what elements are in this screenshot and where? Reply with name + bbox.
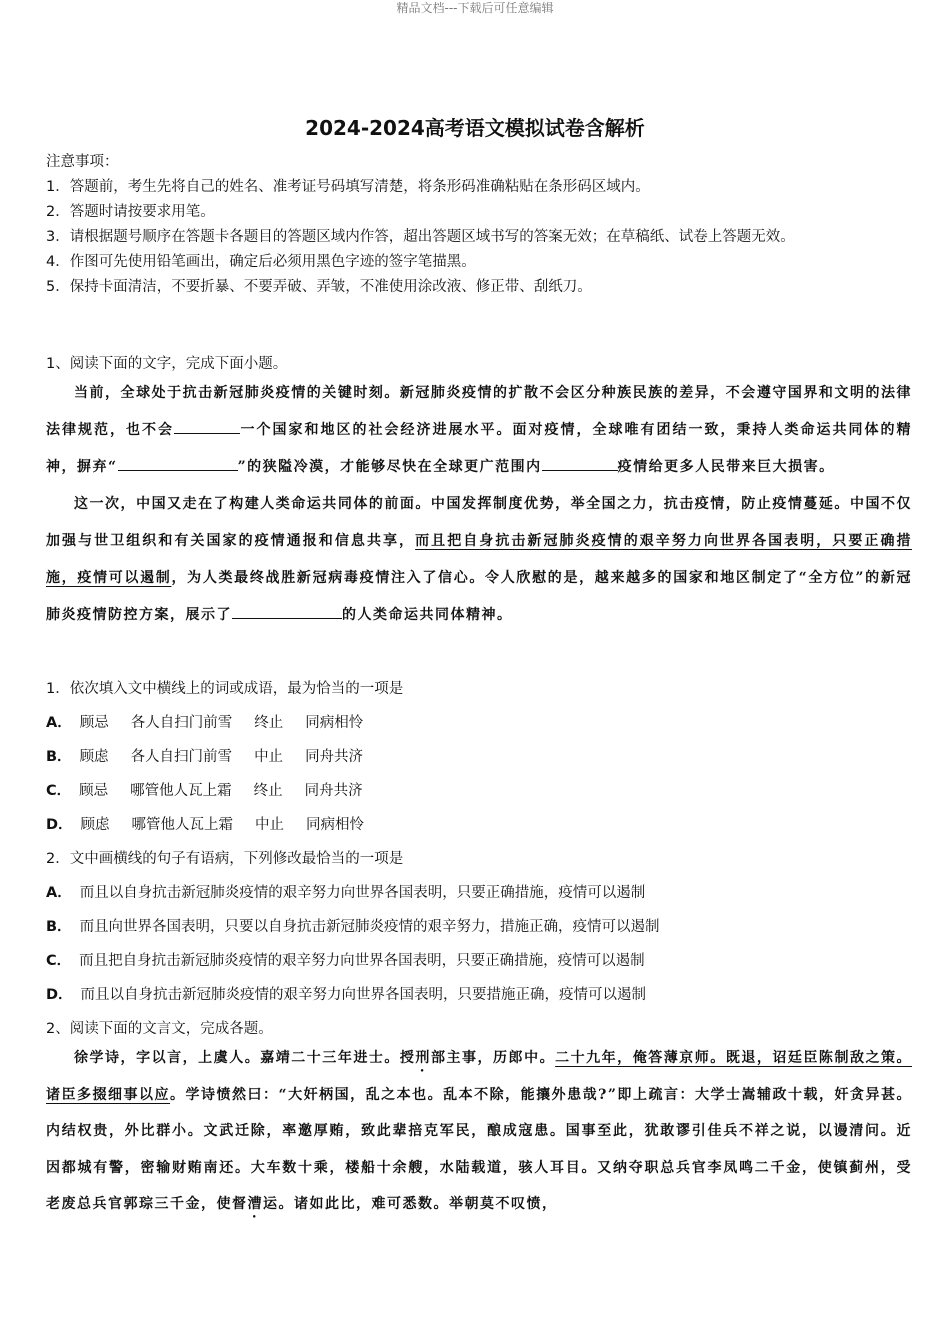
option-letter: A．	[46, 885, 72, 901]
option-word: 中止	[255, 817, 285, 833]
note-item: 5．保持卡面清洁，不要折暴、不要弄破、弄皱，不准使用涂改液、修正带、刮纸刀。	[46, 279, 592, 295]
option-letter: B．	[46, 919, 72, 935]
section2-heading: 2、阅读下面的文言文，完成各题。	[46, 1021, 273, 1037]
option-word: 顾忌	[79, 715, 109, 731]
note-item: 1．答题前，考生先将自己的姓名、准考证号码填写清楚，将条形码准确粘贴在条形码区域内。	[46, 179, 650, 195]
q1-option-d	[46, 813, 386, 834]
option-text: 而且向世界各国表明，只要以自身抗击新冠肺炎疫情的艰辛努力，措施正确，疫情可以遏制	[79, 919, 660, 935]
passage-text: ，为人类最终战胜新冠病毒疫情注入了信心。令人欣慰的是，越来越多的国家和地区制定了“全方位”的新冠肺炎疫情防控方案，展示了	[46, 570, 913, 623]
option-word: 哪管他人瓦上霜	[130, 783, 232, 799]
passage-modern	[46, 375, 912, 634]
option-letter: C．	[46, 953, 72, 969]
emphasized-char: 漕	[247, 1196, 263, 1212]
passage-text: 的人类命运共同体精神。	[342, 607, 513, 623]
option-text: 而且以自身抗击新冠肺炎疫情的艰辛努力向世界各国表明，只要正确措施，疫情可以遏制	[79, 885, 646, 901]
option-word: 顾忌	[79, 783, 109, 799]
passage-text: 运。诸如此比，难可悉数。举朝莫不叹愤，	[263, 1196, 558, 1212]
question-2-stem: 2．文中画横线的句子有语病，下列修改最恰当的一项是	[46, 851, 404, 867]
passage-text: 这一次，中国又走在了构建人类命运共同体的前面。中国发挥制度优势，举全国之力，抗击疫情，防止疫情蔓延。中国不仅加强与世卫组织和有关国家的疫情通报和信息共享，	[46, 496, 912, 549]
fill-blank	[232, 603, 342, 619]
option-word: 中止	[254, 749, 284, 765]
passage-text: 。学诗愤然曰：“大奸柄国，乱之本也。乱本不除，能攘外患哉?”即上疏言：大学士嵩辅政十载，奸贪异甚。内结权贵，外比群小。文武迁除，率邀厚贿，致此辈掊克军民，酿成寇患。国事至此，犹敢谬引佳兵不祥之说，以谩清问。近因都城有警，密输财贿南还。大车数十乘，楼船十余艘，水陆载道，骇人耳目。又纳夺职总兵官李凤鸣二千金，使镇蓟州，受老废总兵官郭琮三千金，使督	[46, 1086, 912, 1212]
fill-blank	[542, 455, 618, 471]
passage-classical	[46, 1040, 912, 1223]
passage-text: ”的狭隘冷漠，才能够尽快在全球更广范围内	[237, 459, 542, 475]
option-text: 而且以自身抗击新冠肺炎疫情的艰辛努力向世界各国表明，只要措施正确，疫情可以遏制	[80, 987, 647, 1003]
fill-blank	[118, 455, 238, 471]
passage-text: 一个国家和地区的社会经济进展水平。面对疫情，全球唯有团结一致，秉持人类命运共同体的精神，摒弃“	[46, 422, 912, 475]
option-word: 同舟共济	[304, 783, 363, 799]
note-item: 4．作图可先使用铅笔画出，确定后必须用黑色字迹的签字笔描黑。	[46, 254, 476, 270]
q2-option-d	[46, 983, 646, 1004]
passage-paragraph-1	[46, 375, 912, 486]
option-text: 而且把自身抗击新冠肺炎疫情的艰辛努力向世界各国表明，只要正确措施，疫情可以遏制	[79, 953, 645, 969]
option-letter: D．	[46, 987, 73, 1003]
passage-text: 部主事，历郎中。	[430, 1050, 556, 1066]
notes-section	[46, 150, 926, 300]
option-word: 各人自扫门前雪	[130, 749, 233, 765]
option-letter: B．	[46, 749, 72, 765]
option-letter: D．	[46, 817, 73, 833]
passage-paragraph-2	[46, 486, 912, 634]
document-title: 2024-2024高考语文模拟试卷含解析	[305, 116, 645, 140]
q2-option-a	[46, 881, 645, 902]
option-word: 终止	[254, 715, 284, 731]
option-word: 同舟共济	[305, 749, 364, 765]
passage-text: 徐学诗，字以言，上虞人。嘉靖二十三年进士。授	[74, 1050, 416, 1066]
option-word: 同病相怜	[306, 817, 365, 833]
notes-heading: 注意事项：	[46, 154, 119, 170]
q1-option-c	[46, 779, 385, 800]
option-word: 顾虑	[79, 749, 109, 765]
option-word: 同病相怜	[305, 715, 364, 731]
underlined-sentence: 而且把自身抗击新冠肺炎疫情的艰辛努力向世界各国表明，只要正确措施，疫情可以遏制	[46, 533, 913, 586]
q2-option-b	[46, 915, 660, 936]
emphasized-char: 刑	[415, 1050, 431, 1066]
option-word: 哪管他人瓦上霜	[131, 817, 234, 833]
option-word: 顾虑	[80, 817, 110, 833]
option-letter: A．	[46, 715, 72, 731]
section1-heading: 1、阅读下面的文字，完成下面小题。	[46, 356, 288, 372]
q1-option-a	[46, 711, 385, 732]
passage-text: 当前，全球处于抗击新冠肺炎疫情的关键时刻。新冠肺炎疫情的扩散不会区分种族民族的差异，不会遵守国界和文明的法律法律规范，也不会	[46, 385, 912, 438]
note-item: 2．答题时请按要求用笔。	[46, 204, 215, 220]
passage-text: 疫情给更多人民带来巨大损害。	[617, 459, 835, 475]
note-item: 3．请根据题号顺序在答题卡各题目的答题区域内作答，超出答题区域书写的答案无效；在草稿纸、试卷上答题无效。	[46, 229, 795, 245]
underlined-sentence: 二十九年，俺答薄京师。既退，诏廷臣陈制敌之策。诸臣多掇细事以应	[46, 1050, 913, 1103]
option-word: 各人自扫门前雪	[130, 715, 233, 731]
q2-option-c	[46, 949, 645, 970]
classical-paragraph-1	[46, 1040, 912, 1223]
option-word: 终止	[253, 783, 283, 799]
q1-option-b	[46, 745, 385, 766]
question-1-stem: 1．依次填入文中横线上的词或成语，最为恰当的一项是	[46, 681, 404, 697]
page-watermark: 精品文档---下载后可任意编辑	[396, 1, 554, 15]
option-letter: C．	[46, 783, 72, 799]
fill-blank	[174, 418, 240, 434]
